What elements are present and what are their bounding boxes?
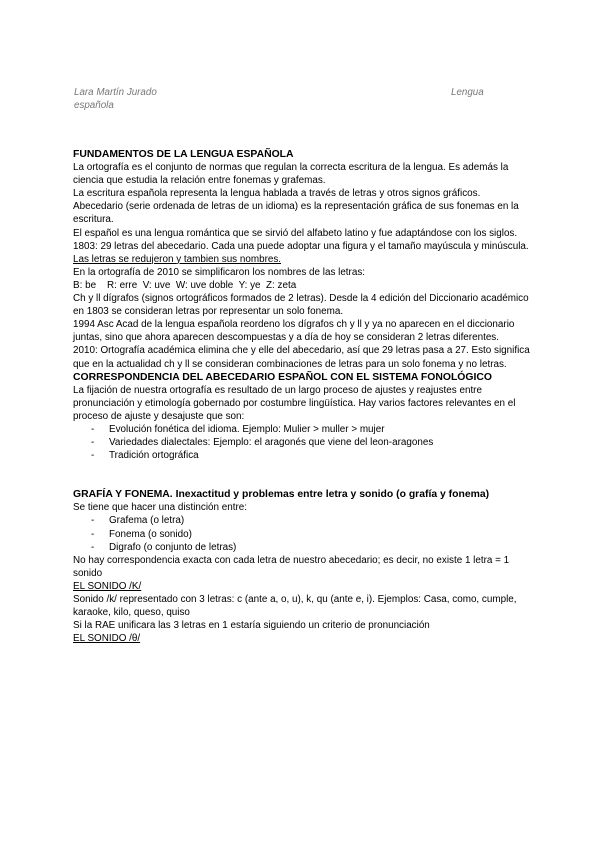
factors-list bbox=[73, 423, 531, 462]
paragraph: 1994 Asc Acad de la lengua española reordeno los dígrafos ch y ll y ya no aparecen en el diccionario juntas, sino que ahora aparecen descompuestas y a día de hoy se consideran 2 letras diferentes. bbox=[73, 319, 515, 344]
paragraph: Si la RAE unificara las 3 letras en 1 estaría siguiendo un criterio de pronunciación bbox=[73, 620, 430, 632]
section-title-fundamentos: FUNDAMENTOS DE LA LENGUA ESPAÑOLA bbox=[73, 149, 294, 160]
list-item: - Fonema (o sonido) bbox=[73, 528, 531, 541]
list-item: - Grafema (o letra) bbox=[73, 514, 531, 527]
paragraph: Ch y ll dígrafos (signos ortográficos formados de 2 letras). Desde la 4 edición del Diccionario académico en 1803 se consideran letras por representar un solo fonema. bbox=[73, 293, 529, 318]
list-item: - Variedades dialectales: Ejemplo: el aragonés que viene del leon-aragones bbox=[73, 436, 531, 449]
paragraph: La escritura española representa la lengua hablada a través de letras y otros signos gráficos. bbox=[73, 188, 481, 200]
spacer bbox=[73, 462, 531, 488]
subheading-sonido-k: EL SONIDO /K/ bbox=[73, 580, 142, 592]
paragraph: 2010: Ortografía académica elimina che y elle del abecedario, así que 29 letras pasa a 27. Esto significa que en la actualidad ch y ll se consideran combinaciones de letras para un solo fonema y no letras. bbox=[73, 345, 530, 370]
course-name: Lengua bbox=[451, 87, 484, 98]
author-name: Lara Martín Jurado bbox=[74, 87, 157, 98]
letter-names-line: B: be R: erre V: uve W: uve doble Y: ye Z: zeta bbox=[73, 279, 297, 291]
distinction-list bbox=[73, 514, 531, 553]
page-header bbox=[74, 86, 494, 112]
paragraph: 1803: 29 letras del abecedario. Cada una puede adoptar una figura y el tamaño mayúscula y minúscula. bbox=[73, 240, 529, 252]
paragraph: No hay correspondencia exacta con cada letra de nuestro abecedario; es decir, no existe 1 letra = 1 sonido bbox=[73, 554, 510, 579]
list-item: - Evolución fonética del idioma. Ejemplo: Mulier > muller > mujer bbox=[73, 423, 531, 436]
paragraph: En la ortografía de 2010 se simplificaron los nombres de las letras: bbox=[73, 266, 366, 278]
paragraph: Abecedario (serie ordenada de letras de un idioma) es la representación gráfica de sus fonemas en la escritura. bbox=[73, 201, 519, 226]
subheading-sonido-theta: EL SONIDO /θ/ bbox=[73, 633, 141, 645]
course-name-continued: española bbox=[74, 100, 114, 111]
paragraph: El español es una lengua romántica que se sirvió del alfabeto latino y fue adaptándose con los siglos. bbox=[73, 227, 518, 239]
paragraph: Sonido /k/ representado con 3 letras: c (ante a, o, u), k, qu (ante e, i). Ejemplos: Casa, como, cumple, karaoke, kilo, queso, quiso bbox=[73, 594, 517, 619]
list-item: - Tradición ortográfica bbox=[73, 449, 531, 462]
paragraph: La ortografía es el conjunto de normas que regulan la correcta escritura de la lengua. Es además la ciencia que estudia la relación entre fonemas y grafemas. bbox=[73, 162, 509, 187]
list-item: - Digrafo (o conjunto de letras) bbox=[73, 541, 531, 554]
section-title-correspondencia: CORRESPONDENCIA DEL ABECEDARIO ESPAÑOL CON EL SISTEMA FONOLÓGICO bbox=[73, 371, 492, 383]
paragraph: La fijación de nuestra ortografía es resultado de un largo proceso de ajustes y reajustes entre pronunciación y etimología gobernado por costumbre lingüística. Hay varios factores relevantes en el proceso de ajuste y desajuste que son: bbox=[73, 384, 516, 422]
document-body bbox=[73, 148, 531, 645]
paragraph: Se tiene que hacer una distinción entre: bbox=[73, 502, 248, 514]
underlined-line: Las letras se redujeron y tambien sus nombres. bbox=[73, 253, 282, 265]
section-title-grafia: GRAFÍA Y FONEMA. Inexactitud y problemas entre letra y sonido (o grafía y fonema) bbox=[73, 489, 490, 501]
